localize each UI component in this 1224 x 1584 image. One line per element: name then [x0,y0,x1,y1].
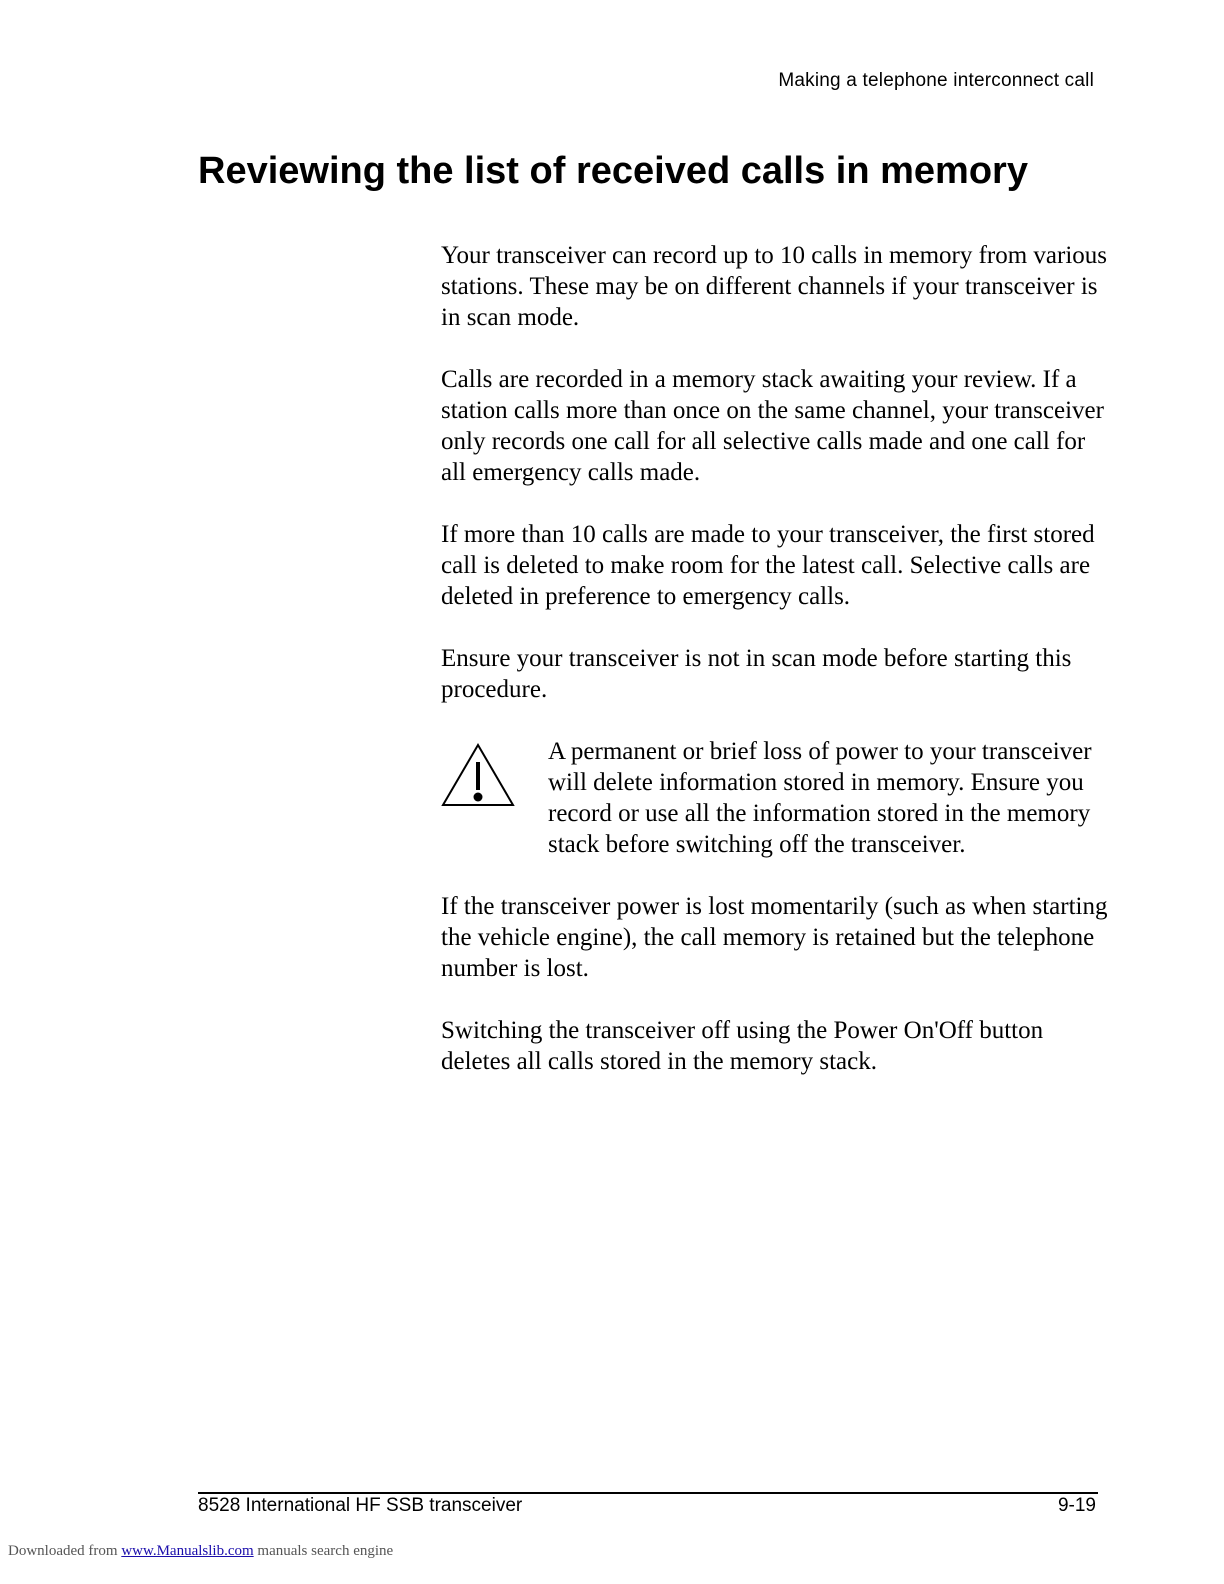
download-note-prefix: Downloaded from [8,1543,118,1559]
download-note-suffix: manuals search engine [257,1543,394,1559]
footer-rule [198,1492,1098,1494]
paragraph-memory-stack: Calls are recorded in a memory stack awaiting your review. If a station calls more than once on the same channel, your transceiver only records one call for all selective calls made and one call for all emergency calls made. [441,366,1104,486]
paragraph-memory-capacity: Your transceiver can record up to 10 calls in memory from various stations. These may be on different channels if your transceiver is in scan mode. [441,242,1108,331]
paragraph-scan-mode: Ensure your transceiver is not in scan mode before starting this procedure. [441,645,1072,703]
paragraph-momentary-loss: If the transceiver power is lost momentarily (such as when starting the vehicle engine), the call memory is retained but the telephone number is lost. [441,893,1108,982]
caution-block [441,736,1111,860]
download-note [8,1543,393,1560]
running-header: Making a telephone interconnect call [778,70,1094,91]
footer-product-name: 8528 International HF SSB transceiver [198,1495,523,1516]
caution-text: A permanent or brief loss of power to your transceiver will delete information stored in memory. Ensure you record or use all the information stored in the memory stack before switching off the transceiver. [548,738,1092,858]
paragraph-overflow: If more than 10 calls are made to your transceiver, the first stored call is deleted to make room for the latest call. Selective calls are deleted in preference to emergency calls. [441,521,1095,610]
body-column [441,240,1111,1108]
paragraph-power-off: Switching the transceiver off using the Power On'Off button deletes all calls stored in the memory stack. [441,1017,1044,1075]
manualslib-link[interactable]: www.Manualslib.com [121,1543,254,1559]
section-title: Reviewing the list of received calls in memory [198,150,1028,192]
footer-page-number: 9-19 [1057,1495,1096,1516]
warning-triangle-icon [441,742,515,808]
